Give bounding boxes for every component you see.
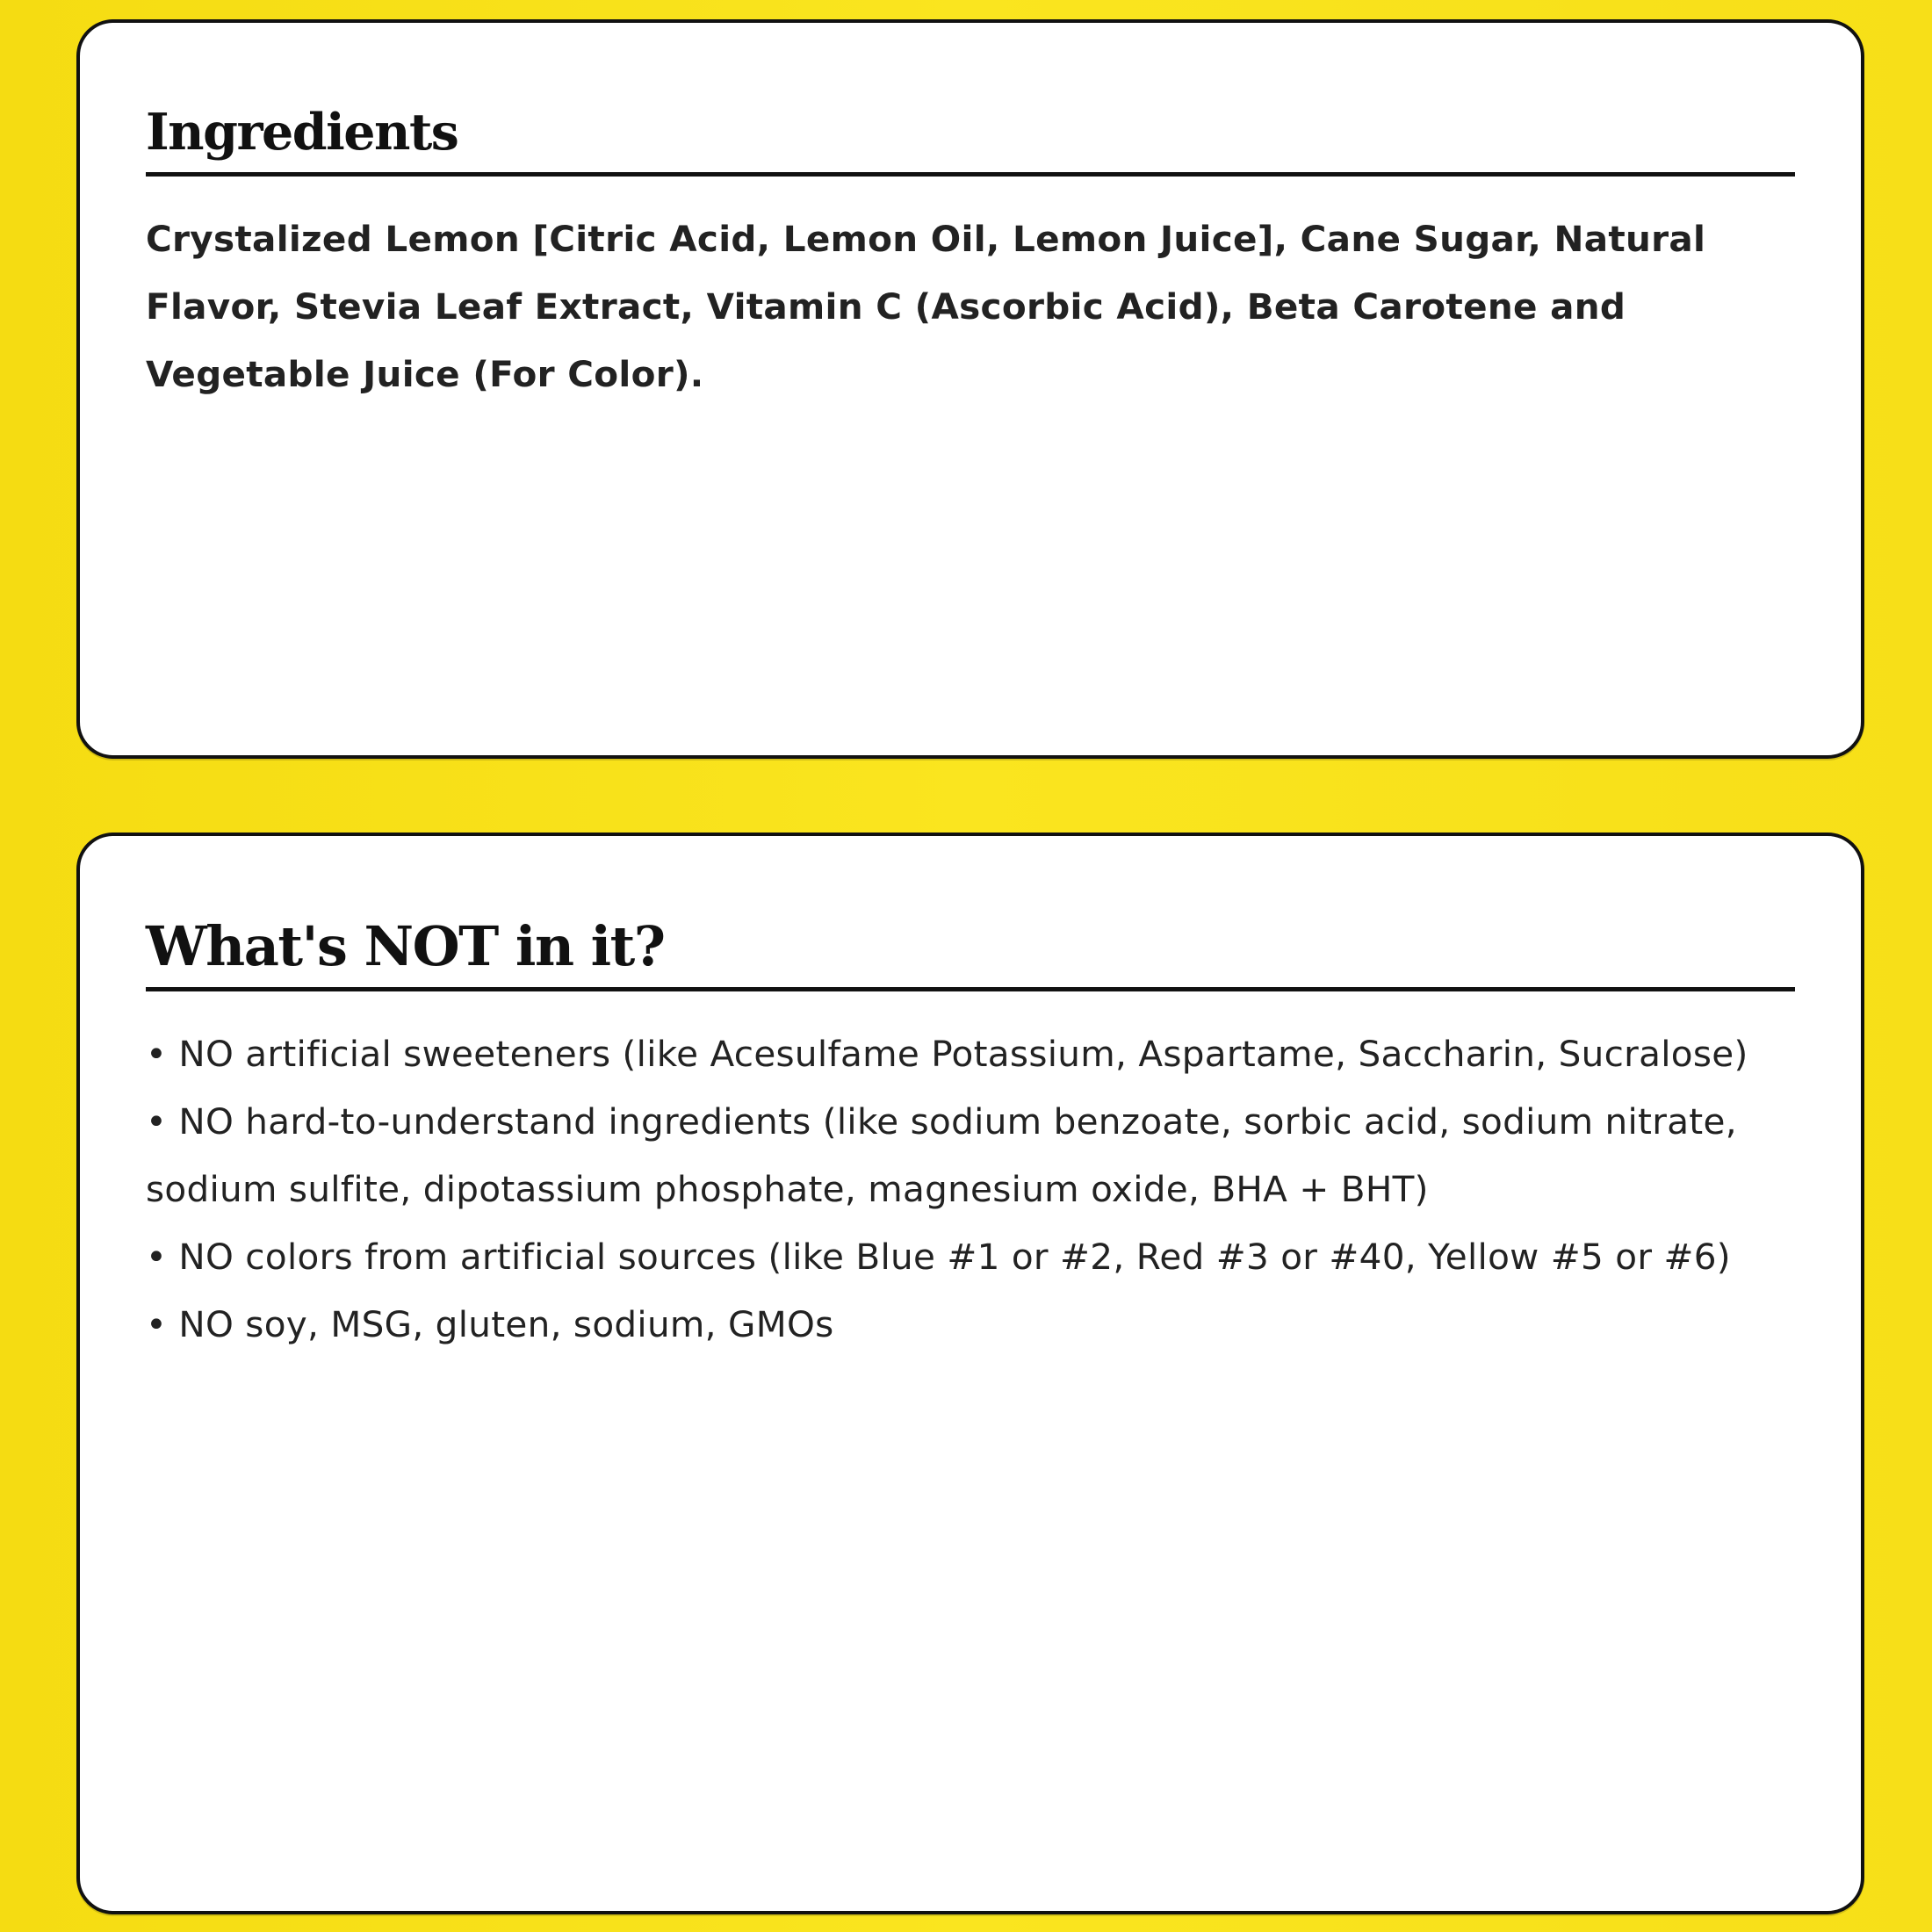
not-in-it-item-allergens: • NO soy, MSG, gluten, sodium, GMOs (146, 1303, 834, 1345)
not-in-it-item-sweeteners: • NO artificial sweeteners (like Acesulfame Potassium, Aspartame, Saccharin, Sucralose) (146, 1033, 1748, 1075)
ingredients-heading-divider (146, 172, 1795, 177)
ingredients-card (76, 19, 1864, 759)
not-in-it-item-ingredients: • NO hard-to-understand ingredients (like sodium benzoate, sorbic acid, sodium nitrate, sodium sulfite, dipotassium phosphate, magnesium oxide, BHA + BHT) (146, 1100, 1737, 1210)
ingredients-card-content (146, 23, 1795, 408)
ingredients-heading: Ingredients (146, 103, 458, 162)
not-in-it-heading: What's NOT in it? (146, 914, 665, 978)
ingredients-list-text: Crystalized Lemon [Citric Acid, Lemon Oil, Lemon Juice], Cane Sugar, Natural Flavor, Stevia Leaf Extract, Vitamin C (Ascorbic Acid), Beta Carotene and Vegetable Juice (For Color). (146, 218, 1706, 395)
not-in-it-heading-divider (146, 987, 1795, 991)
not-in-it-list (146, 1020, 1795, 1359)
not-in-it-card (76, 833, 1864, 1914)
not-in-it-item-colors: • NO colors from artificial sources (like Blue #1 or #2, Red #3 or #40, Yellow #5 or #6) (146, 1236, 1731, 1278)
not-in-it-card-content (146, 836, 1795, 1359)
